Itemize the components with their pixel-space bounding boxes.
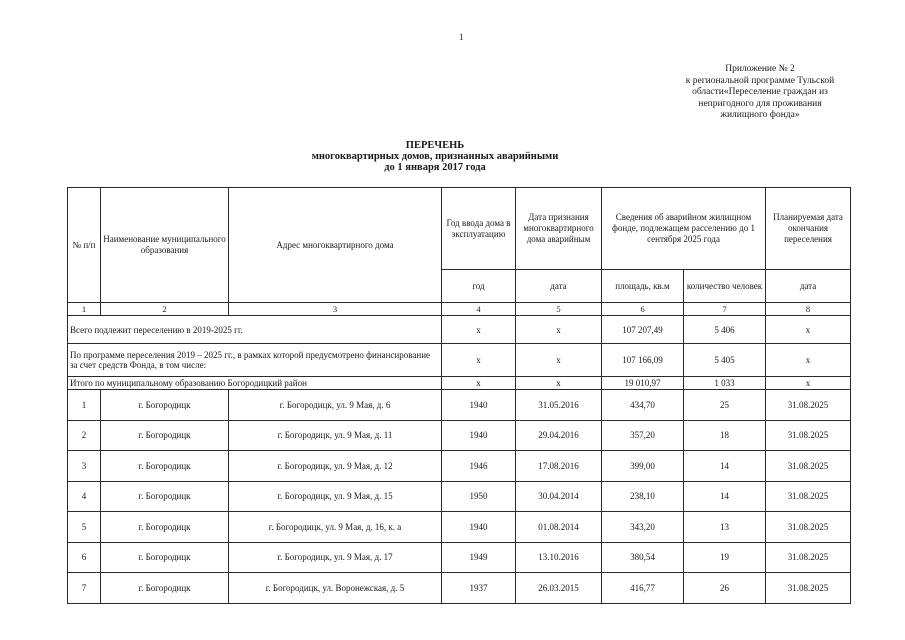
subheader-area: площадь, кв.м — [602, 270, 684, 303]
summary-year: х — [442, 316, 516, 344]
summary-date: х — [516, 344, 602, 377]
row-num: 2 — [68, 420, 101, 451]
header-num: № п/п — [68, 188, 101, 303]
housing-table — [67, 187, 851, 604]
row-planned: 31.08.2025 — [766, 420, 851, 451]
summary-area: 19 010,97 — [602, 377, 684, 390]
summary-label: Итого по муниципальному образованию Богородицкий район — [68, 377, 442, 390]
row-year: 1937 — [442, 573, 516, 604]
summary-area: 107 207,49 — [602, 316, 684, 344]
row-date: 13.10.2016 — [516, 542, 602, 573]
row-planned: 31.08.2025 — [766, 573, 851, 604]
row-planned: 31.08.2025 — [766, 481, 851, 512]
table-row — [68, 390, 851, 421]
row-planned: 31.08.2025 — [766, 542, 851, 573]
column-number: 7 — [684, 303, 766, 316]
appendix-line: области«Переселение граждан из — [692, 87, 828, 97]
row-planned: 31.08.2025 — [766, 390, 851, 421]
row-planned: 31.08.2025 — [766, 512, 851, 543]
row-year: 1949 — [442, 542, 516, 573]
summary-people: 5 406 — [684, 316, 766, 344]
table-row — [68, 512, 851, 543]
column-number: 5 — [516, 303, 602, 316]
column-number: 4 — [442, 303, 516, 316]
row-municipality: г. Богородицк — [101, 390, 229, 421]
row-people: 14 — [684, 451, 766, 482]
header-year: Год ввода дома в эксплуатацию — [442, 188, 516, 270]
row-planned: 31.08.2025 — [766, 451, 851, 482]
row-address: г. Богородицк, ул. Воронежская, д. 5 — [229, 573, 442, 604]
row-people: 18 — [684, 420, 766, 451]
appendix-note — [655, 64, 865, 122]
table-row — [68, 451, 851, 482]
row-date: 29.04.2016 — [516, 420, 602, 451]
row-area: 434,70 — [602, 390, 684, 421]
summary-label: Всего подлежит переселению в 2019-2025 гг. — [68, 316, 442, 344]
column-number: 2 — [101, 303, 229, 316]
subheader-planned: дата — [766, 270, 851, 303]
row-date: 01.08.2014 — [516, 512, 602, 543]
appendix-line: непригодного для проживания — [698, 98, 822, 109]
row-area: 343,20 — [602, 512, 684, 543]
row-area: 238,10 — [602, 481, 684, 512]
column-number: 1 — [68, 303, 101, 316]
row-date: 17.08.2016 — [516, 451, 602, 482]
row-municipality: г. Богородицк — [101, 420, 229, 451]
subheader-date: дата — [516, 270, 602, 303]
table-row — [68, 542, 851, 573]
row-year: 1950 — [442, 481, 516, 512]
row-year: 1940 — [442, 420, 516, 451]
row-address: г. Богородицк, ул. 9 Мая, д. 15 — [229, 481, 442, 512]
subheader-people: количество человек — [684, 270, 766, 303]
summary-year: х — [442, 344, 516, 377]
summary-people: 1 033 — [684, 377, 766, 390]
row-num: 5 — [68, 512, 101, 543]
row-address: г. Богородицк, ул. 9 Мая, д. 12 — [229, 451, 442, 482]
row-address: г. Богородицк, ул. 9 Мая, д. 6 — [229, 390, 442, 421]
row-address: г. Богородицк, ул. 9 Мая, д. 17 — [229, 542, 442, 573]
appendix-line: Приложение № 2 — [725, 64, 795, 74]
column-number: 3 — [229, 303, 442, 316]
subheader-year: год — [442, 270, 516, 303]
summary-planned: х — [766, 344, 851, 377]
row-num: 6 — [68, 542, 101, 573]
row-date: 30.04.2014 — [516, 481, 602, 512]
row-people: 13 — [684, 512, 766, 543]
row-address: г. Богородицк, ул. 9 Мая, д. 11 — [229, 420, 442, 451]
header-municipality: Наименование муниципального образования — [101, 188, 229, 303]
row-people: 14 — [684, 481, 766, 512]
summary-date: х — [516, 377, 602, 390]
appendix-line: жилищного фонда» — [720, 110, 800, 120]
column-number-row — [68, 303, 851, 316]
appendix-line: к региональной программе Тульской — [685, 75, 835, 86]
row-address: г. Богородицк, ул. 9 Мая, д. 16, к. а — [229, 512, 442, 543]
header-row — [68, 188, 851, 270]
title-line: ПЕРЕЧЕНЬ — [405, 140, 465, 151]
row-municipality: г. Богородицк — [101, 573, 229, 604]
row-num: 1 — [68, 390, 101, 421]
header-planned: Планируемая дата окончания переселения — [766, 188, 851, 270]
page-number: 1 — [459, 32, 464, 42]
row-area: 357,20 — [602, 420, 684, 451]
row-people: 25 — [684, 390, 766, 421]
row-municipality: г. Богородицк — [101, 481, 229, 512]
header-date: Дата признания многоквартирного дома аварийным — [516, 188, 602, 270]
summary-label: По программе переселения 2019 – 2025 гг., в рамках которой предусмотрено финансирование за счет средств Фонда, в том числе: — [68, 344, 442, 377]
document-title — [220, 140, 650, 173]
row-year: 1940 — [442, 390, 516, 421]
header-address: Адрес многоквартирного дома — [229, 188, 442, 303]
title-line: многоквартирных домов, признанных аварийными — [311, 151, 559, 162]
table-row — [68, 573, 851, 604]
row-people: 19 — [684, 542, 766, 573]
row-date: 26.03.2015 — [516, 573, 602, 604]
row-num: 3 — [68, 451, 101, 482]
summary-planned: х — [766, 316, 851, 344]
row-area: 380,54 — [602, 542, 684, 573]
row-year: 1946 — [442, 451, 516, 482]
row-area: 399,00 — [602, 451, 684, 482]
summary-people: 5 405 — [684, 344, 766, 377]
summary-year: х — [442, 377, 516, 390]
row-municipality: г. Богородицк — [101, 451, 229, 482]
summary-date: х — [516, 316, 602, 344]
table-row — [68, 420, 851, 451]
row-num: 4 — [68, 481, 101, 512]
row-people: 26 — [684, 573, 766, 604]
row-year: 1940 — [442, 512, 516, 543]
table-row — [68, 481, 851, 512]
column-number: 8 — [766, 303, 851, 316]
row-municipality: г. Богородицк — [101, 542, 229, 573]
title-line: до 1 января 2017 года — [384, 162, 486, 173]
row-num: 7 — [68, 573, 101, 604]
summary-planned: х — [766, 377, 851, 390]
column-number: 6 — [602, 303, 684, 316]
row-date: 31.05.2016 — [516, 390, 602, 421]
summary-row-program — [68, 344, 851, 377]
row-area: 416,77 — [602, 573, 684, 604]
header-info: Сведения об аварийном жилищном фонде, подлежащем расселению до 1 сентября 2025 года — [602, 188, 766, 270]
summary-area: 107 166,09 — [602, 344, 684, 377]
summary-row-municipality — [68, 377, 851, 390]
summary-row-total — [68, 316, 851, 344]
row-municipality: г. Богородицк — [101, 512, 229, 543]
